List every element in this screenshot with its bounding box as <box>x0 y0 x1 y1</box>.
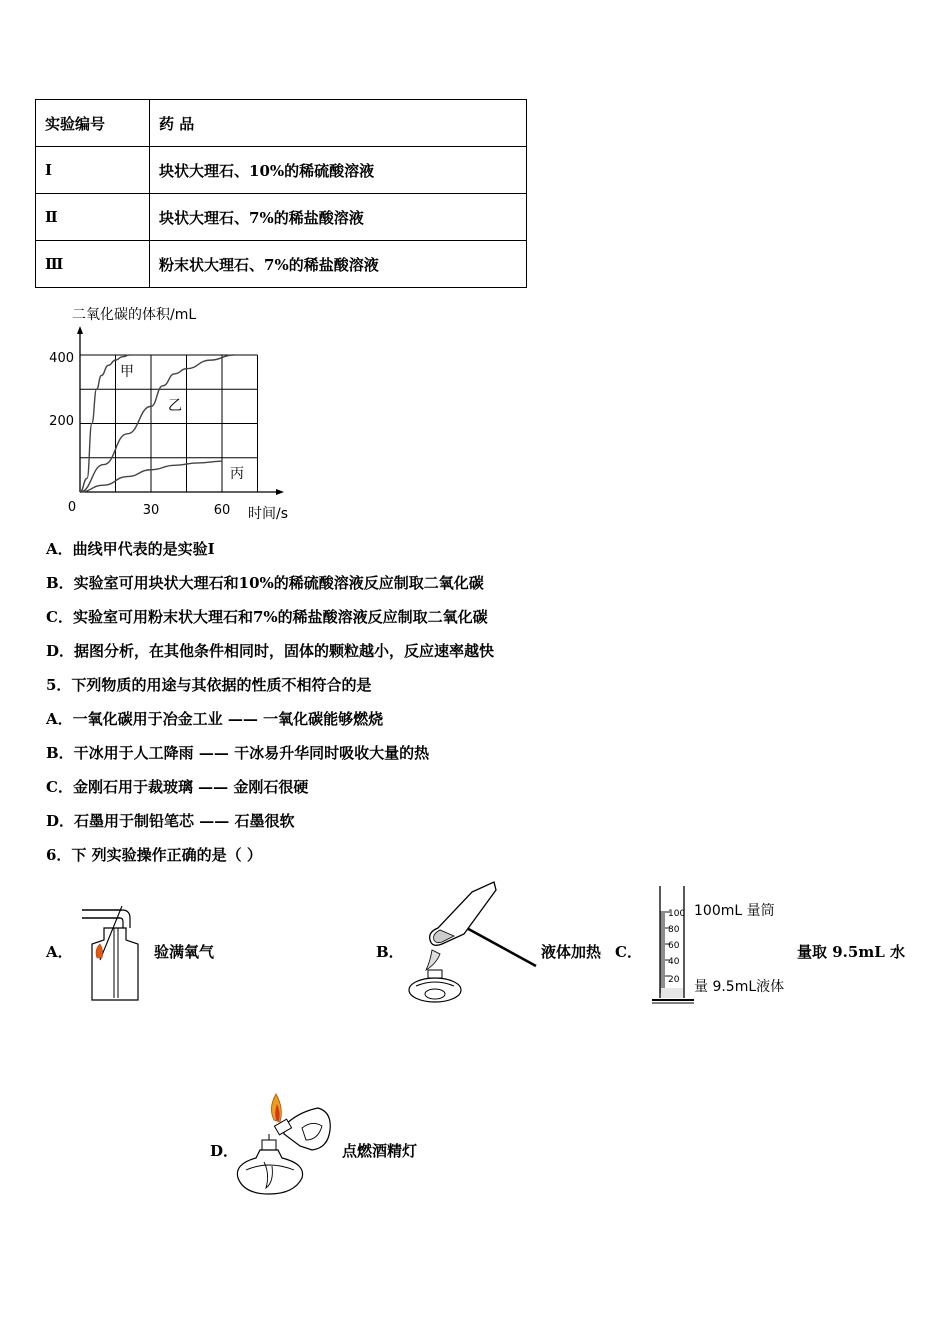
q5-option-a: A．一氧化碳用于冶金工业 —— 一氧化碳能够燃烧 <box>46 710 384 728</box>
chart-x-tick: 30 <box>142 503 160 518</box>
co2-volume-chart <box>40 298 320 530</box>
table-cell: 块状大理石、7%的稀盐酸溶液 <box>150 194 527 241</box>
q6-stem: 6．下 列实验操作正确的是（ ） <box>46 846 262 864</box>
q5-option-d: D．石墨用于制铅笔芯 —— 石墨很软 <box>46 812 295 830</box>
chart-y-tick: 200 <box>49 414 74 429</box>
table-row <box>36 241 527 288</box>
q6-option-b-label: B． <box>376 943 404 961</box>
series-label-bing: 丙 <box>230 466 244 482</box>
chart-x-tick: 0 <box>67 500 77 515</box>
q6-option-c-label: C． <box>615 943 642 961</box>
table-cell: Ⅲ <box>36 241 150 288</box>
table-row <box>36 147 527 194</box>
cylinder-scale-label: 20 <box>668 975 680 985</box>
chart-ylabel: 二氧化碳的体积/mL <box>72 307 197 323</box>
table-cell: 粉末状大理石、7%的稀盐酸溶液 <box>150 241 527 288</box>
q5-option-c: C．金刚石用于裁玻璃 —— 金刚石很硬 <box>46 778 309 796</box>
measuring-cylinder-figure <box>648 884 808 1008</box>
chart-xlabel: 时间/s <box>248 506 289 522</box>
q6-option-a-label: A． <box>46 943 73 961</box>
chart-x-tick: 60 <box>213 503 231 518</box>
table-cell: 块状大理石、10%的稀硫酸溶液 <box>150 147 527 194</box>
q4-option-a: A．曲线甲代表的是实验Ⅰ <box>46 540 215 558</box>
alcohol-lamp-figure <box>234 1090 338 1198</box>
series-label-yi: 乙 <box>168 398 182 414</box>
q4-option-d: D．据图分析，在其他条件相同时，固体的颗粒越小，反应速率越快 <box>46 642 495 660</box>
cylinder-note: 量 9.5mL液体 <box>694 979 785 995</box>
q6-option-d-label: D． <box>210 1142 239 1160</box>
cylinder-scale-label: 60 <box>668 941 680 951</box>
table-cell: Ⅱ <box>36 194 150 241</box>
q6-option-c-text: 量取 9.5mL 水 <box>797 943 905 961</box>
table-row <box>36 194 527 241</box>
q6-option-b-text: 液体加热 <box>541 943 602 961</box>
table-cell: Ⅰ <box>36 147 150 194</box>
cylinder-scale-label: 100 <box>668 909 686 919</box>
reagent-table <box>35 99 527 288</box>
cylinder-scale-label: 40 <box>668 957 680 967</box>
q6-option-a-text: 验满氧气 <box>154 943 215 961</box>
series-label-jia: 甲 <box>120 364 134 380</box>
q6-option-d-text: 点燃酒精灯 <box>342 1142 418 1160</box>
oxygen-bottle-figure <box>80 898 144 1004</box>
table-header-row <box>36 100 527 147</box>
table-header-cell: 药 品 <box>150 100 527 147</box>
cylinder-scale-label: 80 <box>668 925 680 935</box>
table-header-cell: 实验编号 <box>36 100 150 147</box>
q4-option-b: B．实验室可用块状大理石和10%的稀硫酸溶液反应制取二氧化碳 <box>46 574 484 592</box>
q5-stem: 5．下列物质的用途与其依据的性质不相符合的是 <box>46 676 372 694</box>
q5-option-b: B．干冰用于人工降雨 —— 干冰易升华同时吸收大量的热 <box>46 744 430 762</box>
chart-y-tick: 400 <box>49 351 74 366</box>
q4-option-c: C．实验室可用粉末状大理石和7%的稀盐酸溶液反应制取二氧化碳 <box>46 608 488 626</box>
liquid-heating-figure <box>402 876 542 1008</box>
cylinder-title: 100mL 量筒 <box>694 903 775 919</box>
